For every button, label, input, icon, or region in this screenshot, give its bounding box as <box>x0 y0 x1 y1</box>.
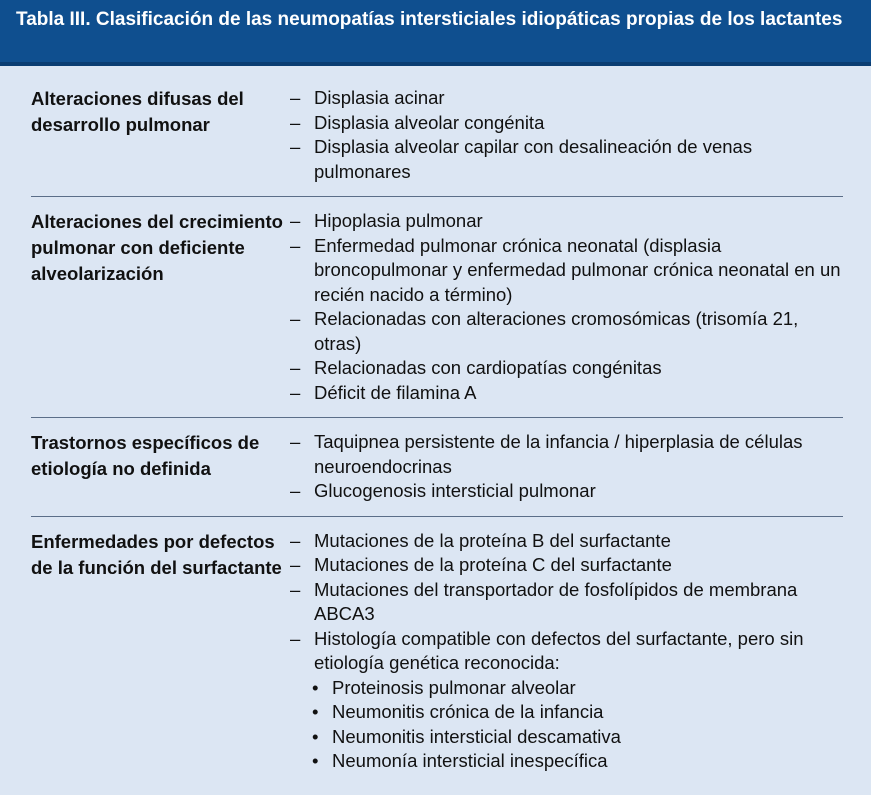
table-row <box>31 197 843 418</box>
list-item <box>290 430 843 479</box>
list-item <box>290 209 843 234</box>
sub-list-item <box>290 749 843 774</box>
sub-item-text: Neumonitis intersticial descamativa <box>332 725 621 747</box>
item-text: Mutaciones de la proteína B del surfactante <box>314 529 671 551</box>
dash-marker: – <box>290 111 301 133</box>
sub-item-text: Neumonitis crónica de la infancia <box>332 701 604 722</box>
bullet-marker: • <box>312 750 319 771</box>
list-item <box>290 356 843 381</box>
list-item <box>290 111 843 136</box>
list-item <box>290 578 843 627</box>
list-item <box>290 553 843 578</box>
item-text: Relacionadas con cardiopatías congénitas <box>314 357 662 378</box>
dash-marker: – <box>290 234 301 256</box>
item-text: Displasia acinar <box>314 87 445 108</box>
table-row <box>31 82 843 197</box>
dash-marker: – <box>290 136 301 157</box>
dash-marker: – <box>290 87 301 108</box>
dash-marker: – <box>290 578 301 600</box>
item-text: Taquipnea persistente de la infancia / hiperplasia de células neuroendocrinas <box>314 431 803 477</box>
dash-marker: – <box>290 529 301 551</box>
item-list <box>290 529 843 774</box>
item-text: Enfermedad pulmonar crónica neonatal (displasia broncopulmonar y enfermedad pulmonar crónica neonatal en un recién nacido a término) <box>314 234 841 305</box>
item-text: Histología compatible con defectos del surfactante, pero sin etiología genética reconocida: <box>314 627 804 673</box>
item-text: Displasia alveolar congénita <box>314 111 545 133</box>
dash-marker: – <box>290 627 301 649</box>
table-row <box>31 517 843 786</box>
list-item <box>290 307 843 356</box>
bullet-marker: • <box>312 701 319 722</box>
dash-marker: – <box>290 431 301 452</box>
list-item <box>290 234 843 308</box>
table-title: Tabla III. Clasificación de las neumopatías intersticiales idiopáticas propias de los lactantes <box>0 0 871 66</box>
list-item <box>290 86 843 111</box>
sub-list-item <box>290 725 843 750</box>
item-list <box>290 86 843 184</box>
bullet-marker: • <box>312 725 319 747</box>
item-text: Hipoplasia pulmonar <box>314 210 483 231</box>
dash-marker: – <box>290 480 301 501</box>
dash-marker: – <box>290 554 301 575</box>
item-text: Déficit de filamina A <box>314 381 477 403</box>
category-label: Alteraciones del crecimiento pulmonar con deficiente alveolarización <box>31 211 283 284</box>
dash-marker: – <box>290 357 301 378</box>
list-item <box>290 479 843 504</box>
list-item <box>290 135 843 184</box>
item-text: Mutaciones de la proteína C del surfactante <box>314 554 672 575</box>
item-list <box>290 209 843 405</box>
category-label: Trastornos específicos de etiología no definida <box>31 432 260 479</box>
classification-table <box>0 66 871 786</box>
sub-list-item <box>290 676 843 701</box>
item-text: Relacionadas con alteraciones cromosómicas (trisomía 21, otras) <box>314 308 799 354</box>
category-label: Alteraciones difusas del desarrollo pulmonar <box>31 88 244 135</box>
table-row <box>31 418 843 517</box>
dash-marker: – <box>290 308 301 329</box>
item-text: Mutaciones del transportador de fosfolípidos de membrana ABCA3 <box>314 578 798 624</box>
category-label: Enfermedades por defectos de la función del surfactante <box>31 530 282 578</box>
item-text: Displasia alveolar capilar con desalineación de venas pulmonares <box>314 136 753 182</box>
item-list <box>290 430 843 504</box>
list-item <box>290 529 843 554</box>
sub-item-text: Neumonía intersticial inespecífica <box>332 750 608 771</box>
sub-list-item <box>290 700 843 725</box>
bullet-marker: • <box>312 676 319 698</box>
list-item <box>290 381 843 406</box>
dash-marker: – <box>290 381 301 403</box>
item-text: Glucogenosis intersticial pulmonar <box>314 480 596 501</box>
dash-marker: – <box>290 210 301 231</box>
sub-item-text: Proteinosis pulmonar alveolar <box>332 676 576 698</box>
list-item <box>290 627 843 676</box>
